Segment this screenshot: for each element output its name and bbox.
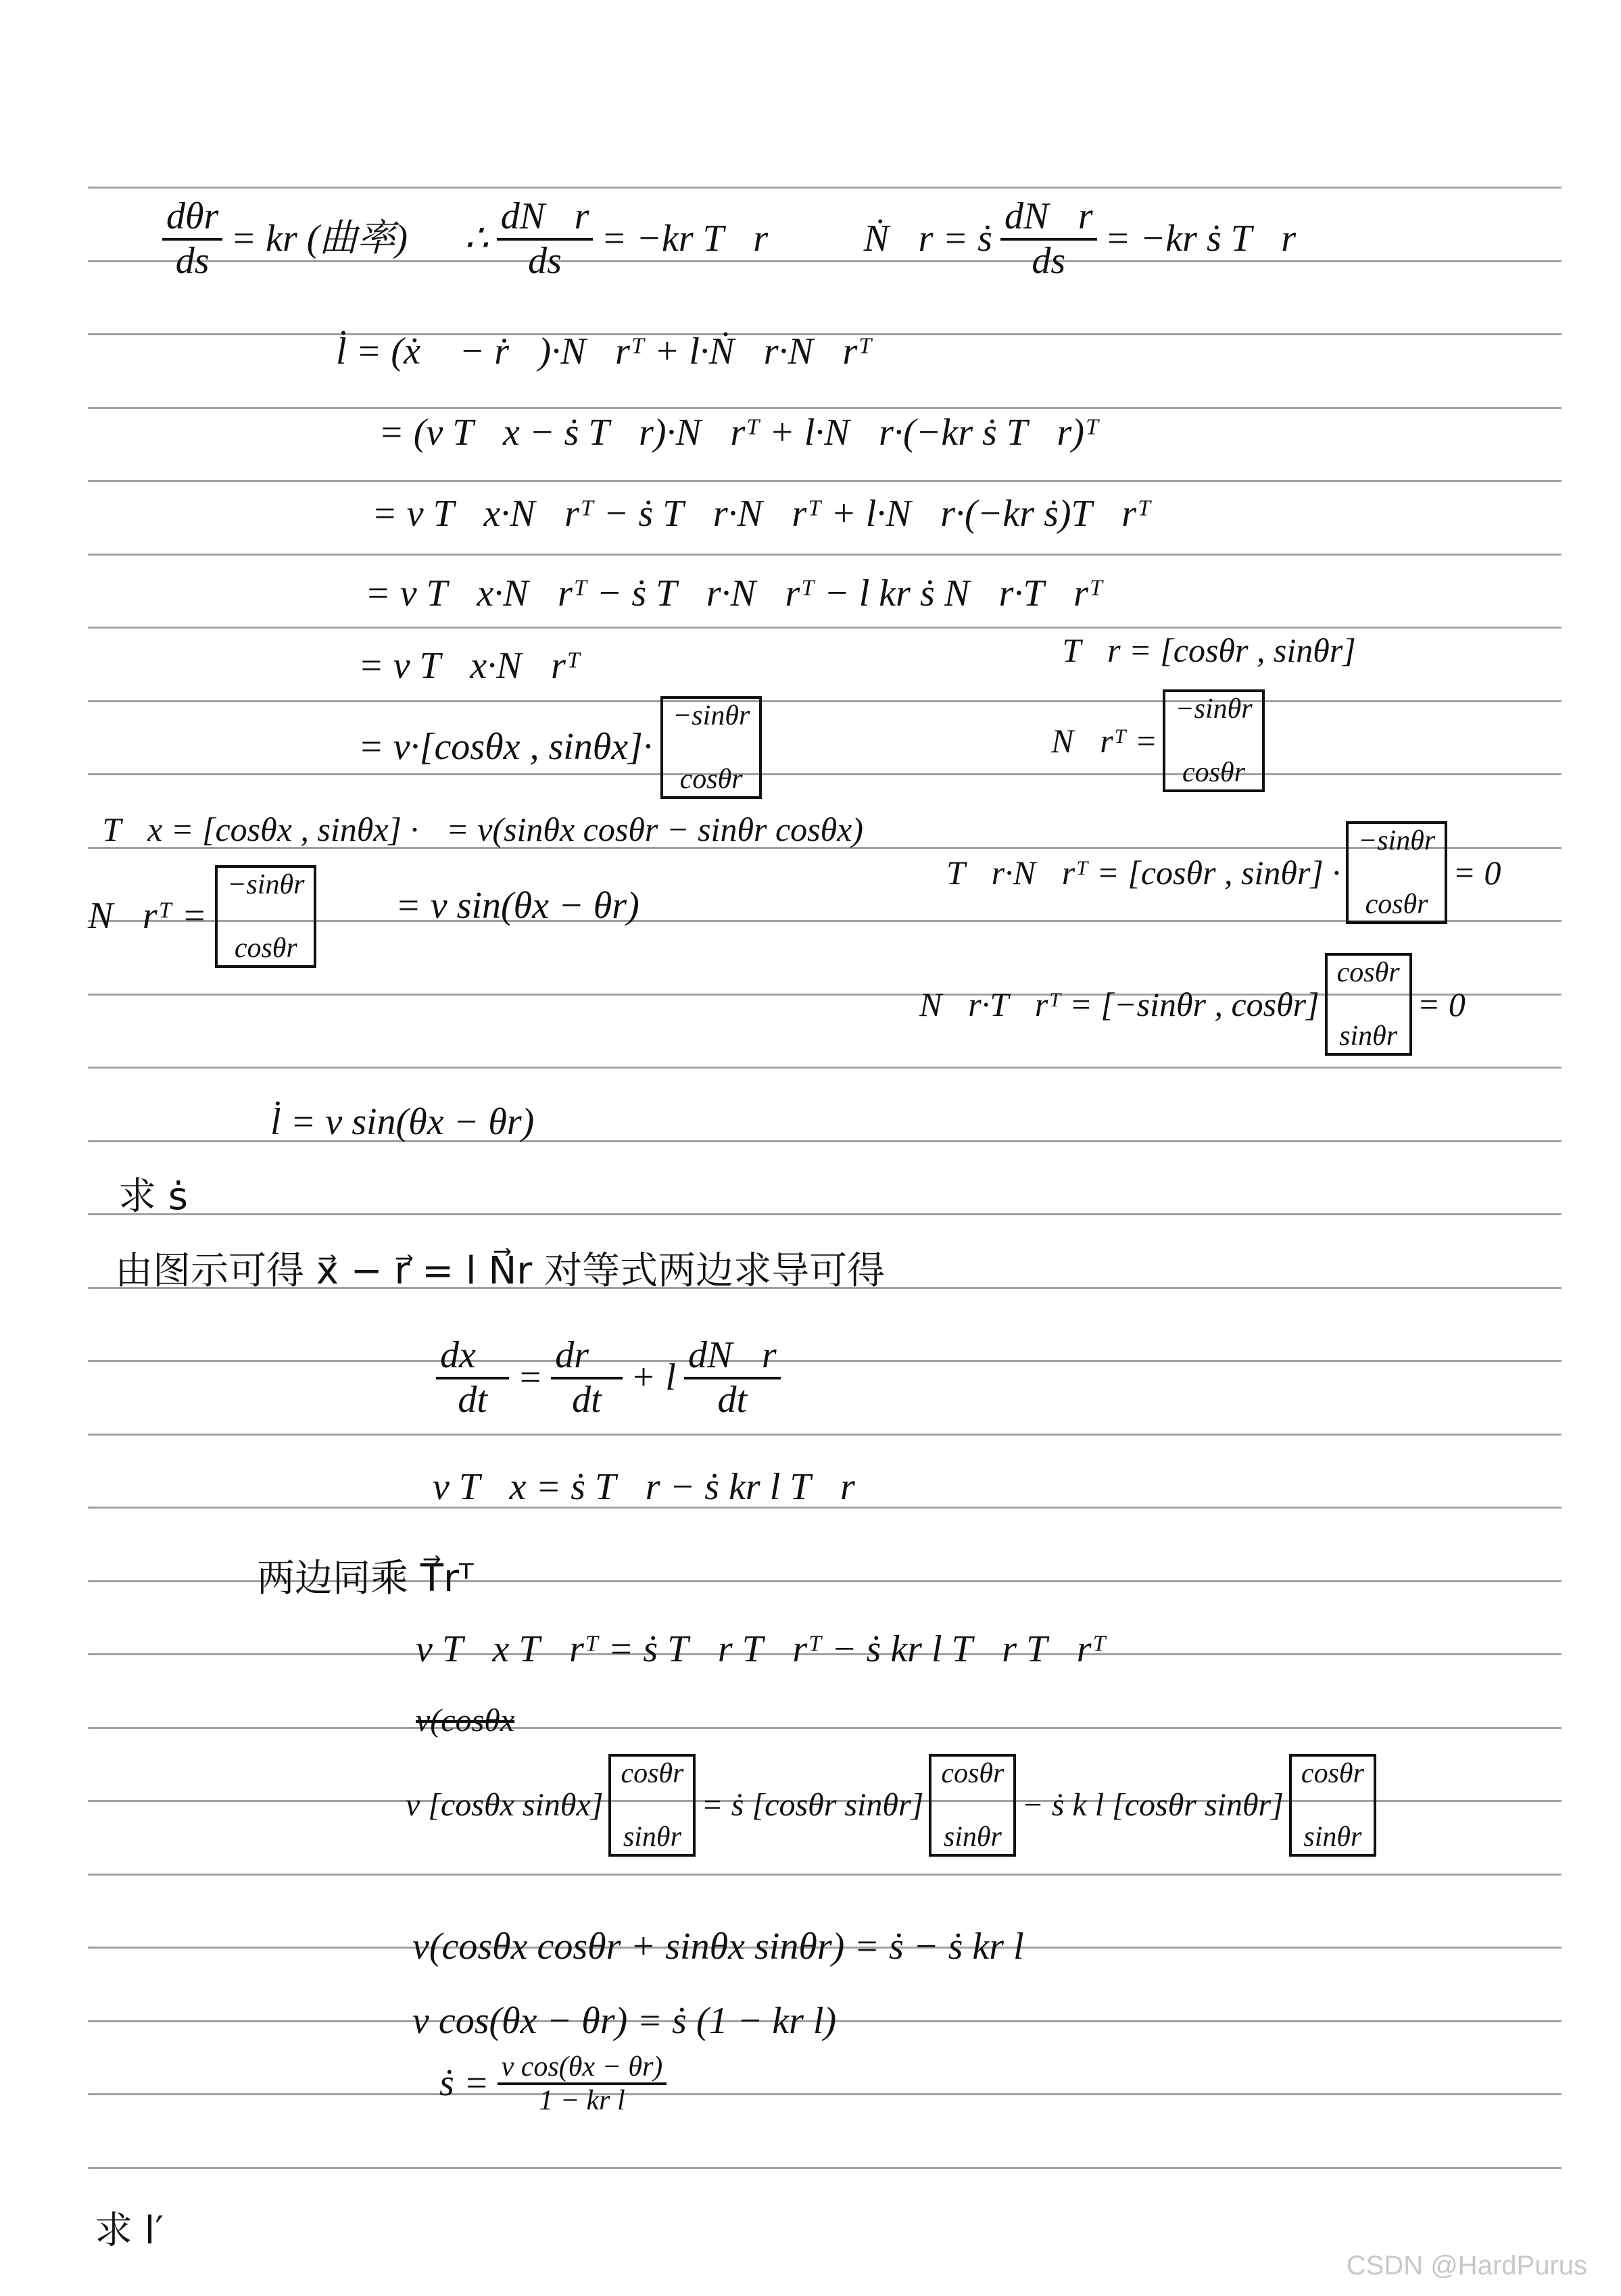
matrix-entry: sinθr	[1339, 1020, 1398, 1052]
denominator: ds	[175, 239, 210, 282]
result-l-dot	[270, 1102, 534, 1144]
text: ∵ T⃗r = [cosθr , sinθr]	[1027, 631, 1356, 669]
denominator: dt	[458, 1378, 487, 1421]
text: = 0	[1417, 985, 1466, 1023]
ruled-line	[88, 1874, 1562, 1876]
text: v cos(θx − θr) = ṡ (1 − kr l)	[412, 2000, 837, 2042]
text: = −kr T⃗r	[601, 217, 769, 260]
matrix-entry: −sinθr	[1357, 825, 1436, 856]
ruled-line	[88, 1727, 1562, 1729]
expanded-equation	[412, 1926, 1024, 1968]
column-vector	[929, 1754, 1016, 1857]
ruled-line	[88, 773, 1562, 775]
numerator: dx⃗	[436, 1335, 509, 1379]
ruled-line	[88, 1213, 1562, 1215]
matrix-entry: cosθr	[1336, 957, 1400, 988]
ruled-line	[88, 187, 1562, 189]
velocity-equation	[433, 1467, 855, 1509]
text: 求 ṡ	[118, 1175, 188, 1219]
text: l̇ = v sin(θx − θr)	[270, 1101, 535, 1143]
ruled-line	[88, 700, 1562, 702]
heading-find-s-dot	[118, 1176, 188, 1218]
matrix-entry: sinθr	[1303, 1821, 1362, 1853]
matrix-entry: cosθr	[1301, 1758, 1364, 1789]
text: v(cosθx cosθr + sinθx sinθr) = ṡ − ṡ kr l	[412, 1926, 1024, 1968]
struck-out-text	[416, 1703, 514, 1739]
text: v [cosθx sinθx]	[406, 1786, 604, 1823]
derivation-step	[358, 696, 762, 799]
matrix-entry: sinθr	[623, 1821, 681, 1853]
text: ∵ T⃗x = [cosθx , sinθx] ·	[68, 810, 418, 848]
denominator: dt	[572, 1378, 602, 1421]
differentiated-equation	[436, 1335, 781, 1421]
ruled-line	[88, 407, 1562, 409]
matrix-entry: cosθr	[1365, 888, 1428, 920]
matrix-entry: cosθr	[679, 763, 743, 795]
curvature-definition	[162, 196, 1296, 282]
numerator: dN⃗r	[497, 196, 594, 241]
text: N⃗rᵀ =	[88, 895, 208, 937]
fraction	[498, 2051, 667, 2116]
ruled-line	[88, 1434, 1562, 1436]
derivation-step	[446, 811, 863, 848]
text: = ṡ [cosθr sinθr]	[701, 1786, 924, 1823]
numerator: v cos(θx − θr)	[498, 2051, 667, 2085]
multiply-both-sides	[257, 1558, 474, 1600]
fraction	[162, 196, 222, 282]
orthogonality-check-1	[946, 821, 1501, 924]
ruled-line	[88, 627, 1562, 629]
derivation-step	[336, 331, 872, 373]
matrix-entry: cosθr	[941, 1758, 1005, 1789]
matrix-entry: cosθr	[234, 932, 297, 964]
ruled-line	[88, 1360, 1562, 1362]
matrix-entry: −sinθr	[672, 700, 750, 731]
text: = v sin(θx − θr)	[395, 885, 639, 927]
text: N⃗rᵀ =	[1051, 721, 1158, 760]
numerator: dr⃗	[551, 1335, 622, 1379]
text: = v T⃗x·N⃗rᵀ − ṡ T⃗r·N⃗rᵀ + l·N⃗r·(−kr ṡ)T⃗rᵀ	[372, 493, 1151, 535]
text: = v T⃗x·N⃗rᵀ	[358, 645, 581, 687]
text: 由图示可得 x⃗ − r⃗ = l N⃗r 对等式两边求导可得	[115, 1249, 886, 1293]
numerator: dN⃗r	[684, 1335, 781, 1379]
watermark: CSDN @HardPurus	[1346, 2251, 1587, 2280]
text: = v(sinθx cosθr − sinθr cosθx)	[446, 810, 864, 848]
matrix-entry: −sinθr	[227, 869, 305, 900]
orthogonality-check-2	[919, 953, 1466, 1056]
text: v T⃗x T⃗rᵀ = ṡ T⃗r T⃗rᵀ − ṡ kr l T⃗r T⃗rᵀ	[416, 1628, 1107, 1670]
text: v(cosθx	[416, 1703, 515, 1738]
denominator: ds	[528, 239, 562, 282]
derivation-step	[365, 573, 1103, 615]
text: ṡ =	[439, 2062, 489, 2105]
text: =	[517, 1356, 543, 1398]
ruled-line	[88, 2093, 1562, 2095]
fraction	[684, 1335, 781, 1421]
derivation-step	[379, 412, 1099, 454]
text: + l	[630, 1356, 676, 1398]
column-vector	[1325, 953, 1412, 1056]
column-vector	[1289, 1754, 1376, 1857]
matrix-entry: −sinθr	[1175, 693, 1253, 725]
text: − ṡ k l [cosθr sinθr]	[1021, 1786, 1284, 1823]
tx-definition	[68, 811, 418, 848]
derivation-step	[395, 885, 639, 927]
text: = 0	[1453, 853, 1501, 891]
nr-definition-left	[88, 865, 316, 968]
fraction	[551, 1335, 622, 1421]
text: ∴ Ṅ⃗r = ṡ	[825, 217, 992, 260]
derivation-step	[358, 645, 581, 687]
matrix-entry: sinθr	[943, 1821, 1002, 1853]
numerator: dθr	[162, 196, 222, 241]
text: 两边同乘 T⃗rᵀ	[257, 1557, 474, 1601]
ruled-line	[88, 480, 1562, 482]
intro-s-dot	[115, 1250, 885, 1292]
column-vector	[1346, 821, 1447, 924]
s-dot-result	[439, 2051, 667, 2116]
text: ∴	[464, 217, 489, 260]
cosine-form	[412, 2001, 836, 2043]
fraction	[436, 1335, 509, 1421]
text: N⃗r·T⃗rᵀ = [−sinθr , cosθr]	[919, 985, 1320, 1023]
column-vector	[215, 865, 316, 968]
denominator: dt	[717, 1378, 748, 1421]
derivation-step	[372, 493, 1151, 535]
multiplied-equation	[416, 1629, 1106, 1671]
text: l̇ = (ẋ⃗ − ṙ⃗)·N⃗rᵀ + l·Ṅ⃗r·N⃗rᵀ	[336, 331, 872, 372]
matrix-entry: cosθr	[621, 1758, 684, 1789]
text: = kr (曲率)	[231, 217, 408, 260]
ruled-line	[88, 1067, 1562, 1069]
column-vector	[1163, 689, 1264, 792]
column-vector	[608, 1754, 696, 1857]
nr-definition	[1051, 689, 1265, 792]
matrix-entry: cosθr	[1182, 756, 1245, 788]
column-vector	[660, 696, 762, 799]
text: v T⃗x = ṡ T⃗r − ṡ kr l T⃗r	[433, 1466, 855, 1508]
text: = −kr ṡ T⃗r	[1105, 217, 1297, 260]
denominator: 1 − kr l	[539, 2085, 625, 2117]
fraction	[497, 196, 594, 282]
heading-find-l	[95, 2210, 164, 2252]
text: T⃗r·N⃗rᵀ = [cosθr , sinθr] ·	[946, 853, 1340, 891]
text: = v·[cosθx , sinθx]·	[358, 726, 652, 768]
denominator: ds	[1032, 239, 1066, 282]
text: 求 l′	[95, 2209, 164, 2253]
fraction	[1000, 196, 1097, 282]
tr-definition	[1027, 632, 1356, 669]
matrix-equation	[406, 1754, 1376, 1857]
numerator: dN⃗r	[1000, 196, 1097, 241]
text: = v T⃗x·N⃗rᵀ − ṡ T⃗r·N⃗rᵀ − l kr ṡ N⃗r·T⃗rᵀ	[365, 572, 1103, 614]
text: = (v T⃗x − ṡ T⃗r)·N⃗rᵀ + l·N⃗r·(−kr ṡ T⃗r)ᵀ	[379, 412, 1099, 454]
ruled-line	[88, 2167, 1562, 2169]
ruled-line	[88, 554, 1562, 556]
